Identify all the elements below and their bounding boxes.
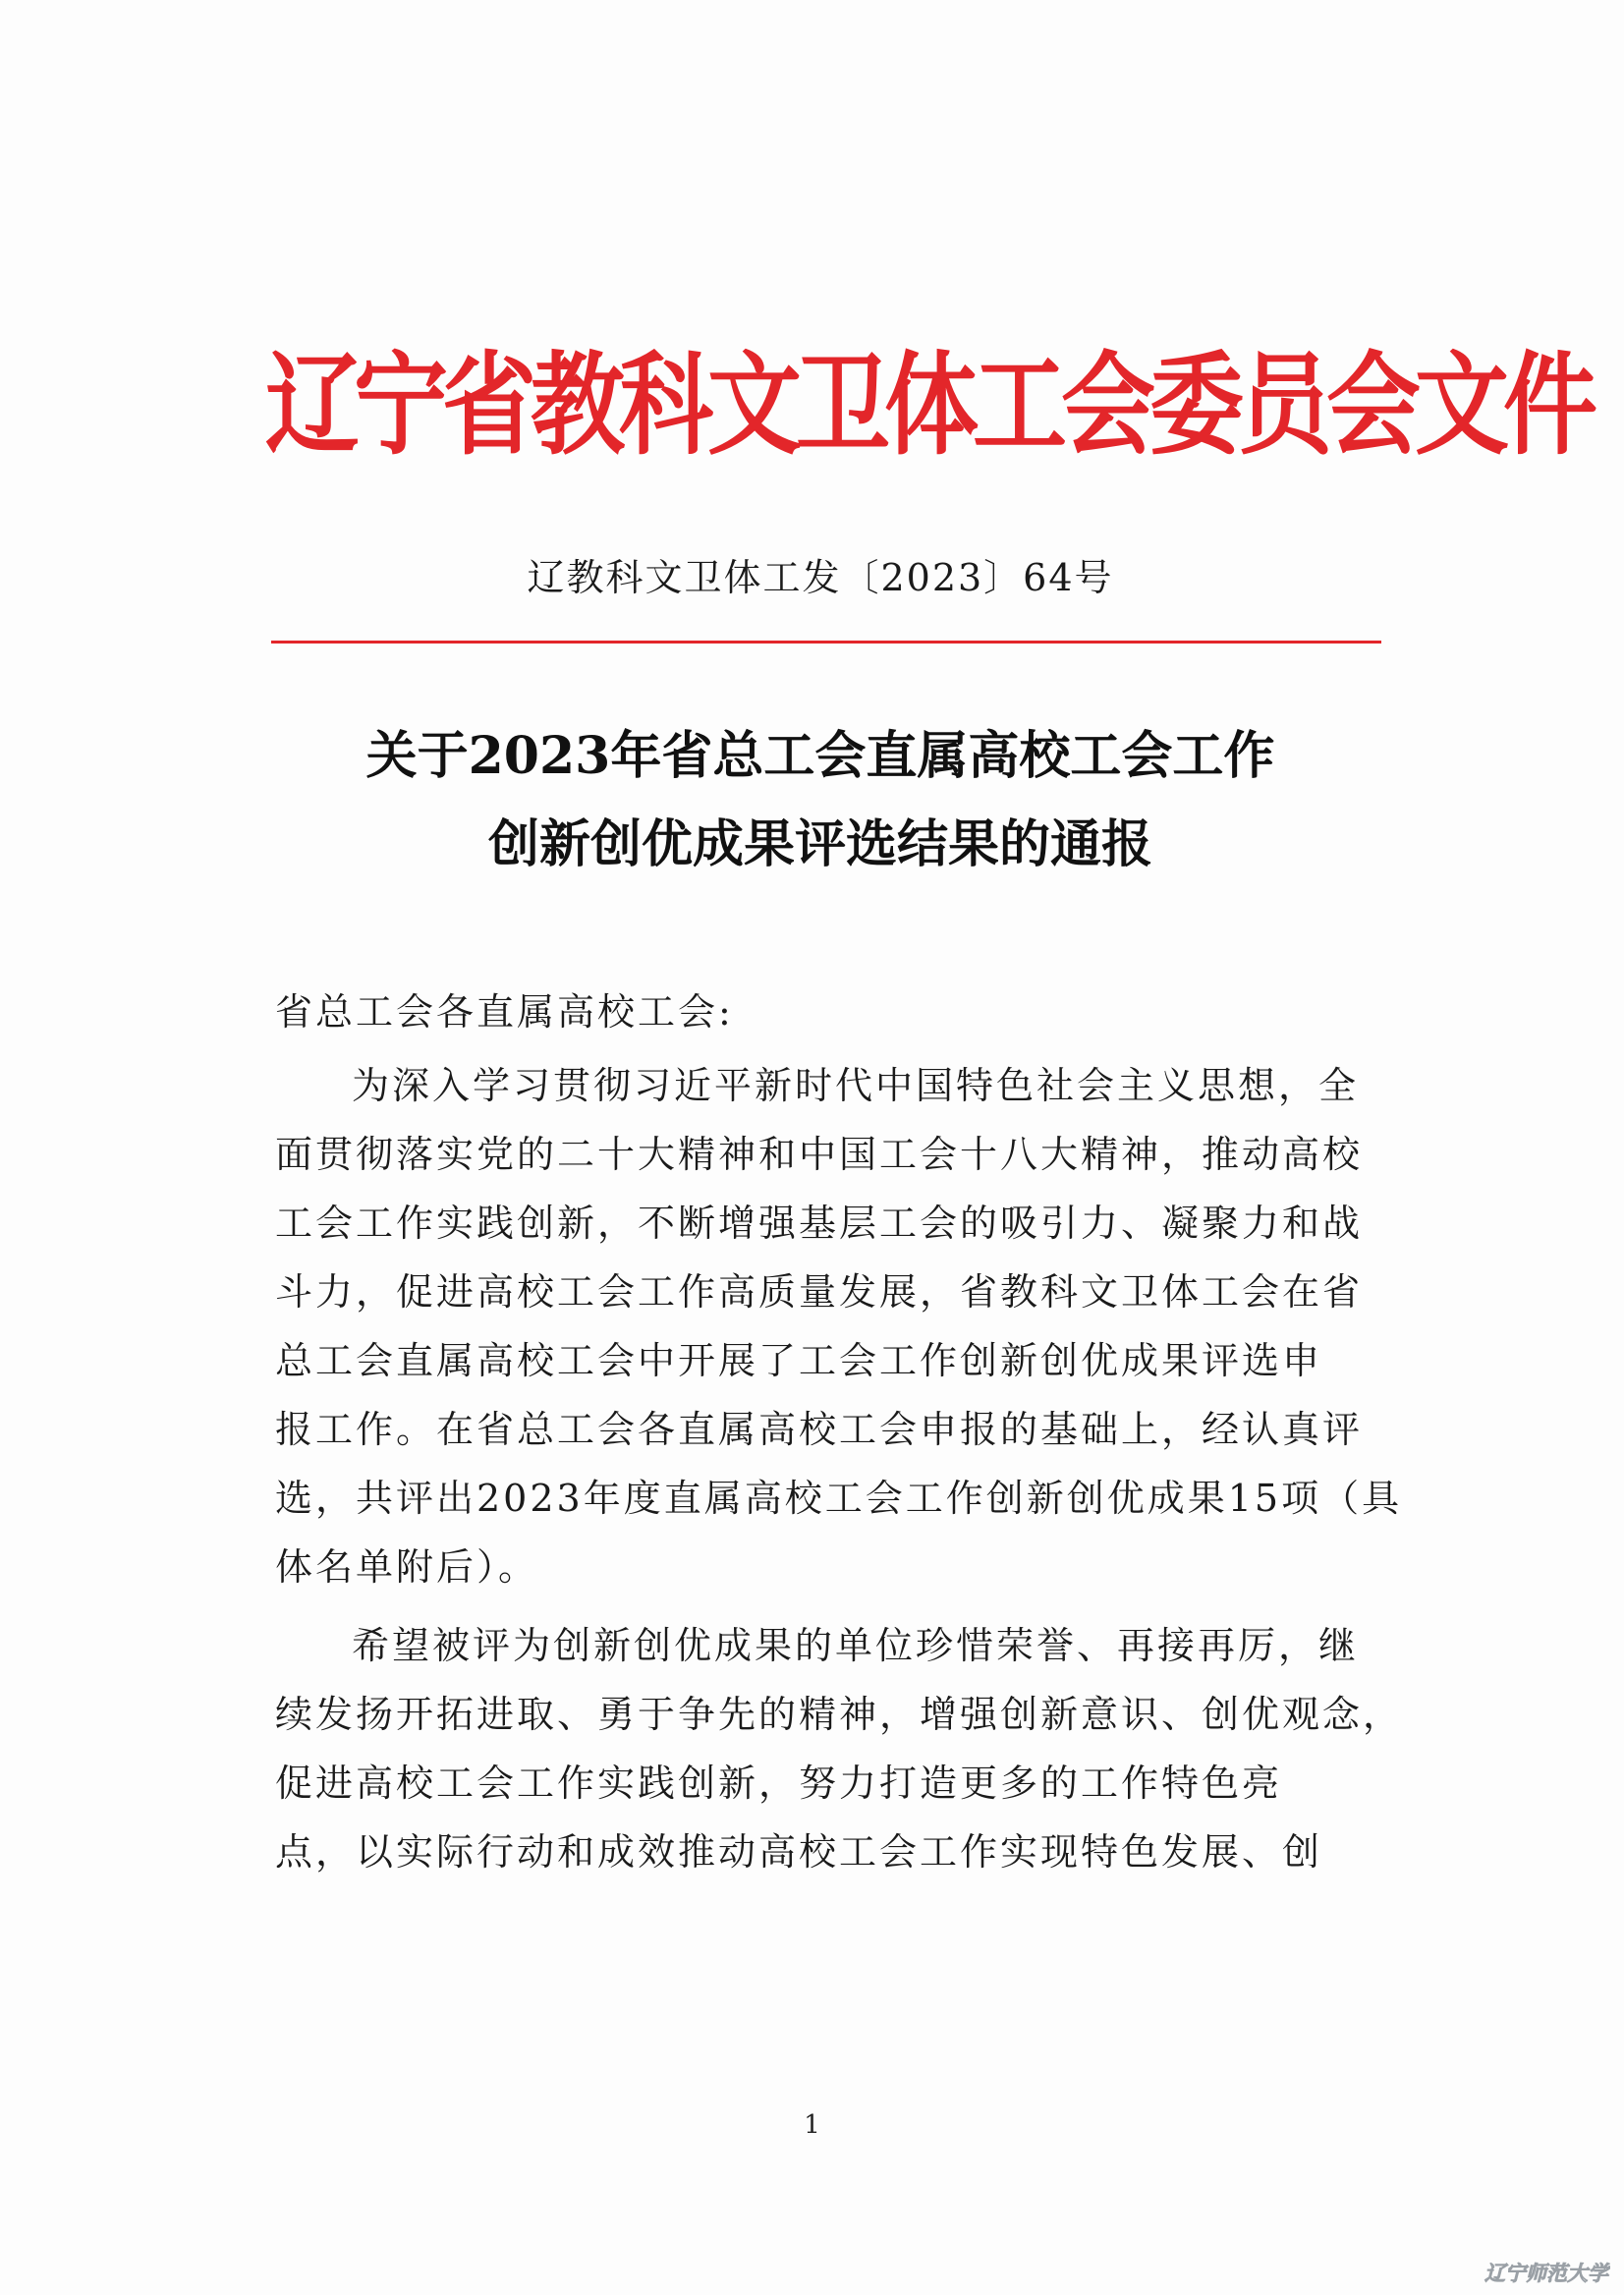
paragraph-1-line: 报工作。在省总工会各直属高校工会申报的基础上，经认真评: [275, 1408, 1364, 1451]
paragraph-1-line: 工会工作实践创新，不断增强基层工会的吸引力、凝聚力和战: [275, 1202, 1364, 1245]
page-number: 1: [804, 2110, 820, 2140]
paragraph-1-line: 体名单附后）。: [275, 1545, 539, 1589]
salutation: 省总工会各直属高校工会:: [275, 990, 734, 1034]
watermark-text: 辽宁师范大学: [1484, 2262, 1608, 2285]
paragraph-1-line: 总工会直属高校工会中开展了工会工作创新创优成果评选申: [275, 1339, 1323, 1382]
paragraph-2-line: 点，以实际行动和成效推动高校工会工作实现特色发展、创: [275, 1830, 1323, 1874]
red-divider: [271, 641, 1381, 644]
document-title: [265, 712, 1375, 889]
university-watermark-logo: [1463, 2256, 1610, 2289]
title-line-1: 关于2023年省总工会直属高校工会工作: [365, 726, 1275, 786]
paragraph-2-line: 希望被评为创新创优成果的单位珍惜荣誉、再接再厉，继: [352, 1624, 1360, 1667]
title-line-2: 创新创优成果评选结果的通报: [487, 814, 1152, 874]
paragraph-1-line: 斗力，促进高校工会工作高质量发展，省教科文卫体工会在省: [275, 1270, 1364, 1314]
document-masthead: 辽宁省教科文卫体工会委员会文件: [265, 340, 1592, 471]
paragraph-2-line: 促进高校工会工作实践创新，努力打造更多的工作特色亮: [275, 1762, 1283, 1805]
paragraph-1-line: 面贯彻落实党的二十大精神和中国工会十八大精神，推动高校: [275, 1133, 1364, 1176]
document-number: 辽教科文卫体工发〔2023〕64号: [527, 556, 1114, 599]
paragraph-2-line: 续发扬开拓进取、勇于争先的精神，增强创新意识、创优观念，: [275, 1693, 1404, 1736]
paragraph-1-line: 选，共评出2023年度直属高校工会工作创新创优成果15项（具: [275, 1477, 1403, 1520]
paragraph-1-line: 为深入学习贯彻习近平新时代中国特色社会主义思想，全: [352, 1064, 1360, 1107]
body-text: [275, 1051, 1404, 1886]
